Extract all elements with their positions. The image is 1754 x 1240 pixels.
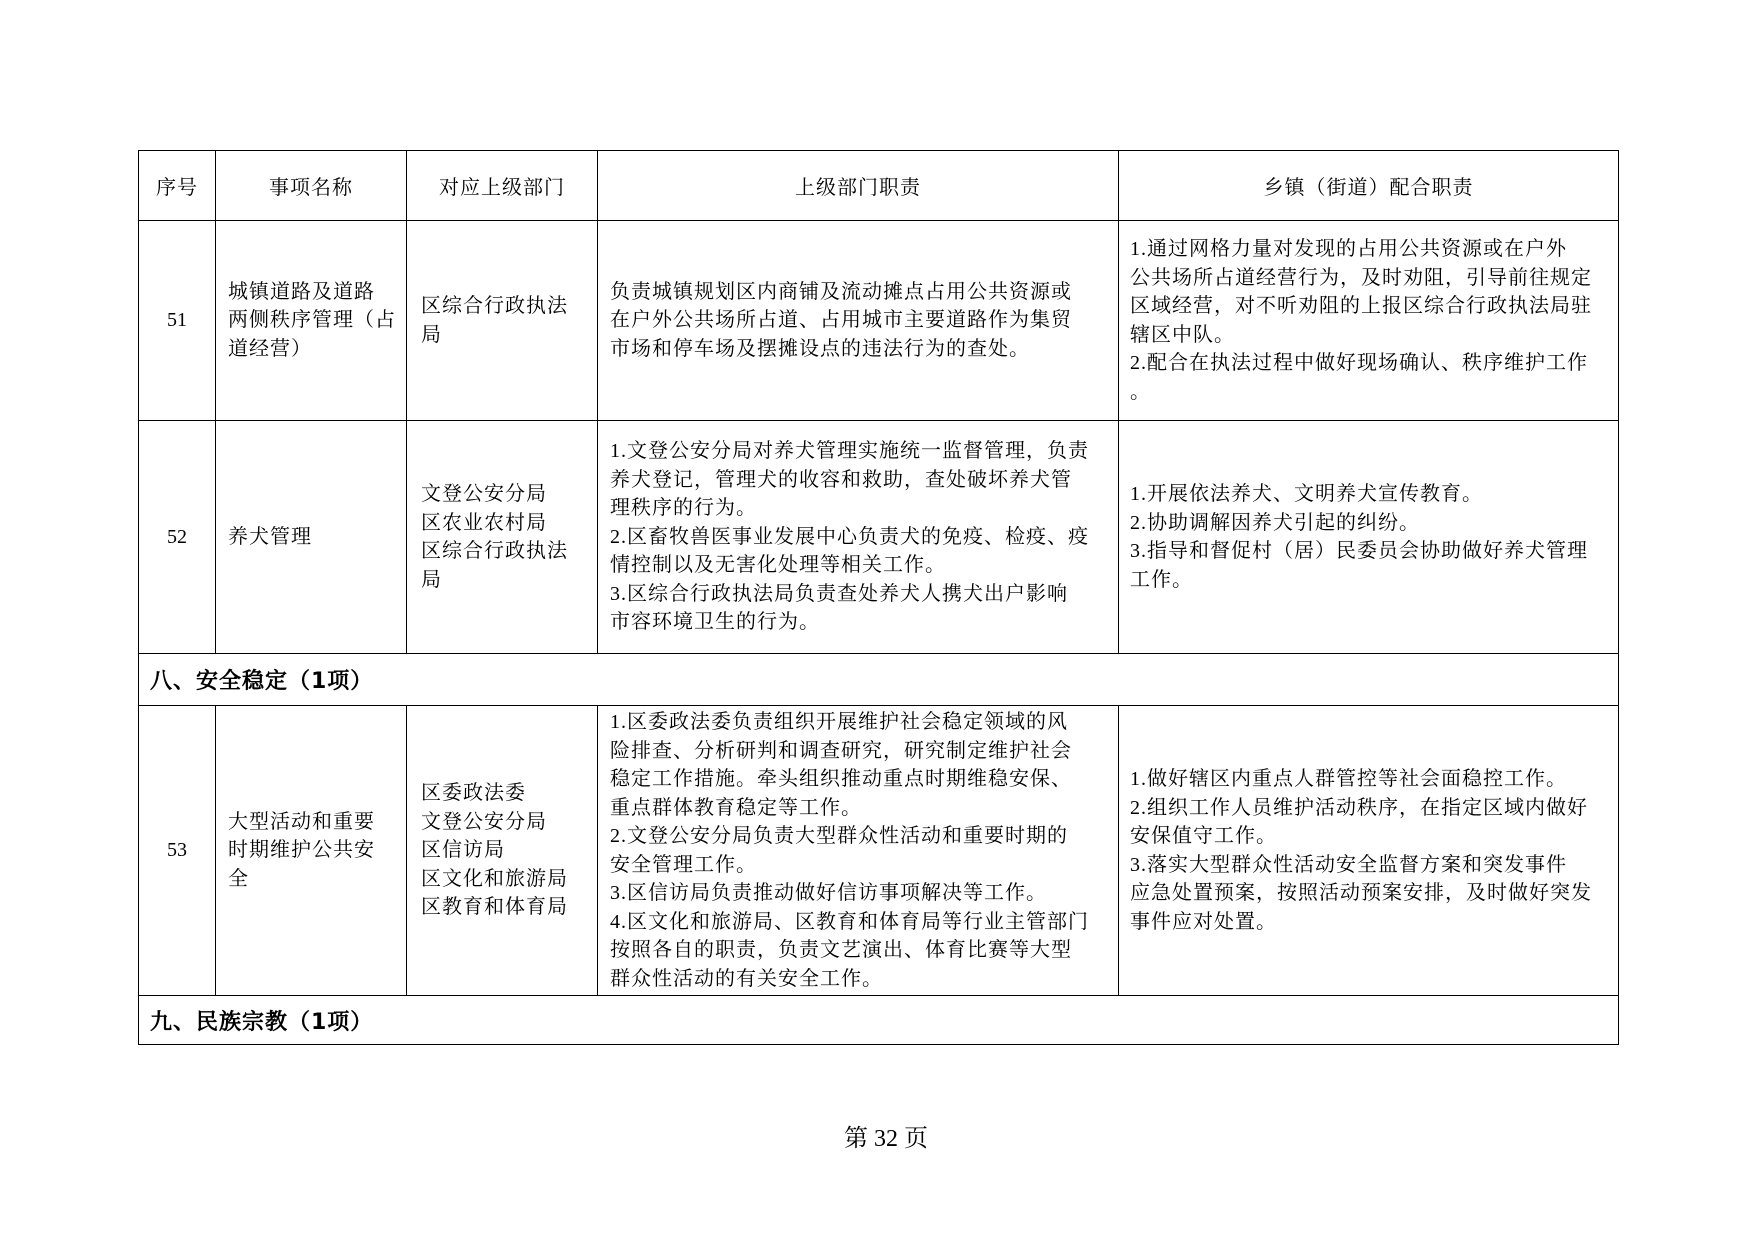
cell-line: 全 — [228, 867, 249, 890]
cell-line: 负责城镇规划区内商铺及流动摊点占用公共资源或 — [610, 280, 1072, 303]
cell-line: 区综合行政执法 — [421, 540, 568, 562]
township-duty-cell — [1119, 221, 1619, 421]
cell-line: 城镇道路及道路 — [228, 280, 375, 303]
cell-line: 文登公安分局 — [421, 810, 547, 833]
superior-duty-cell — [598, 221, 1119, 421]
cell-line: 3.区信访局负责推动做好信访事项解决等工作。 — [610, 882, 1047, 904]
superior-dept-cell — [407, 421, 598, 654]
cell-line: 稳定工作措施。牵头组织推动重点时期维稳安保、 — [610, 768, 1072, 790]
section-heading: 九、民族宗教（1项） — [139, 996, 1619, 1045]
cell-line: 2.配合在执法过程中做好现场确认、秩序维护工作 — [1130, 352, 1588, 374]
cell-line: 道经营） — [228, 337, 312, 360]
cell-line: 大型活动和重要 — [228, 810, 375, 833]
responsibility-table — [138, 150, 1619, 1045]
superior-dept-cell — [407, 706, 598, 996]
table-header-row — [139, 151, 1619, 221]
header-item-name: 事项名称 — [216, 151, 407, 221]
superior-duty-cell — [598, 706, 1119, 996]
section-row — [139, 996, 1619, 1045]
cell-line: 1.区委政法委负责组织开展维护社会稳定领域的风 — [610, 711, 1068, 733]
section-heading: 八、安全稳定（1项） — [139, 654, 1619, 706]
cell-line: 局 — [421, 568, 442, 591]
cell-line: 2.文登公安分局负责大型群众性活动和重要时期的 — [610, 825, 1068, 847]
cell-line: 安全管理工作。 — [610, 853, 757, 876]
header-superior-dept: 对应上级部门 — [407, 151, 598, 221]
cell-line: 市场和停车场及摆摊设点的违法行为的查处。 — [610, 337, 1030, 360]
cell-line: 区农业农村局 — [421, 511, 547, 534]
superior-dept-cell — [407, 221, 598, 421]
cell-line: 区委政法委 — [421, 782, 526, 805]
cell-line: 险排查、分析研判和调查研究，研究制定维护社会 — [610, 739, 1072, 762]
cell-line: 应急处置预案，按照活动预案安排，及时做好突发 — [1130, 882, 1592, 904]
cell-line: 2.区畜牧兽医事业发展中心负责犬的免疫、检疫、疫 — [610, 525, 1089, 548]
cell-line: 1.文登公安分局对养犬管理实施统一监督管理，负责 — [610, 440, 1089, 463]
cell-line: 公共场所占道经营行为，及时劝阻，引导前往规定 — [1130, 266, 1592, 289]
cell-line: 2.组织工作人员维护活动秩序，在指定区域内做好 — [1130, 796, 1588, 819]
cell-line: 时期维护公共安 — [228, 839, 375, 862]
cell-line: 2.协助调解因养犬引起的纠纷。 — [1130, 511, 1420, 534]
cell-line: 。 — [1130, 380, 1151, 403]
cell-line: 1.通过网格力量对发现的占用公共资源或在户外 — [1130, 238, 1567, 260]
cell-line: 按照各自的职责，负责文艺演出、体育比赛等大型 — [610, 939, 1072, 961]
cell-line: 理秩序的行为。 — [610, 497, 757, 520]
cell-line: 4.区文化和旅游局、区教育和体育局等行业主管部门 — [610, 910, 1089, 933]
cell-line: 辖区中队。 — [1130, 323, 1235, 346]
table-row — [139, 221, 1619, 421]
cell-line: 3.落实大型群众性活动安全监督方案和突发事件 — [1130, 853, 1567, 876]
table-row — [139, 421, 1619, 654]
cell-line: 区信访局 — [421, 839, 505, 862]
cell-line: 区文化和旅游局 — [421, 867, 568, 890]
cell-line: 局 — [421, 323, 442, 346]
cell-line: 区教育和体育局 — [421, 896, 568, 919]
cell-line: 1.开展依法养犬、文明养犬宣传教育。 — [1130, 483, 1483, 505]
cell-line: 3.指导和督促村（居）民委员会协助做好养犬管理 — [1130, 540, 1588, 562]
cell-line: 3.区综合行政执法局负责查处养犬人携犬出户影响 — [610, 582, 1068, 605]
cell-line: 安保值守工作。 — [1130, 825, 1277, 847]
township-duty-cell — [1119, 706, 1619, 996]
cell-line: 情控制以及无害化处理等相关工作。 — [610, 554, 946, 577]
item-name-cell — [216, 221, 407, 421]
township-duty-cell — [1119, 421, 1619, 654]
section-row — [139, 654, 1619, 706]
cell-line: 市容环境卫生的行为。 — [610, 611, 820, 634]
cell-line: 区域经营，对不听劝阻的上报区综合行政执法局驻 — [1130, 295, 1592, 317]
item-name-cell — [216, 421, 407, 654]
header-serial: 序号 — [139, 151, 216, 221]
item-name-cell — [216, 706, 407, 996]
serial-cell: 53 — [139, 706, 216, 996]
cell-line: 在户外公共场所占道、占用城市主要道路作为集贸 — [610, 309, 1072, 332]
cell-line: 养犬管理 — [228, 525, 312, 548]
cell-line: 两侧秩序管理（占 — [228, 309, 396, 332]
cell-line: 工作。 — [1130, 568, 1193, 591]
header-superior-duty: 上级部门职责 — [598, 151, 1119, 221]
cell-line: 养犬登记，管理犬的收容和救助，查处破坏养犬管 — [610, 468, 1072, 491]
header-township-duty: 乡镇（街道）配合职责 — [1119, 151, 1619, 221]
page-number: 第 32 页 — [844, 1126, 928, 1152]
cell-line: 区综合行政执法 — [421, 295, 568, 317]
serial-cell: 52 — [139, 421, 216, 654]
superior-duty-cell — [598, 421, 1119, 654]
serial-cell: 51 — [139, 221, 216, 421]
cell-line: 1.做好辖区内重点人群管控等社会面稳控工作。 — [1130, 768, 1567, 790]
table-row — [139, 706, 1619, 996]
cell-line: 事件应对处置。 — [1130, 910, 1277, 933]
cell-line: 文登公安分局 — [421, 483, 547, 505]
cell-line: 重点群体教育稳定等工作。 — [610, 796, 862, 819]
cell-line: 群众性活动的有关安全工作。 — [610, 967, 883, 990]
